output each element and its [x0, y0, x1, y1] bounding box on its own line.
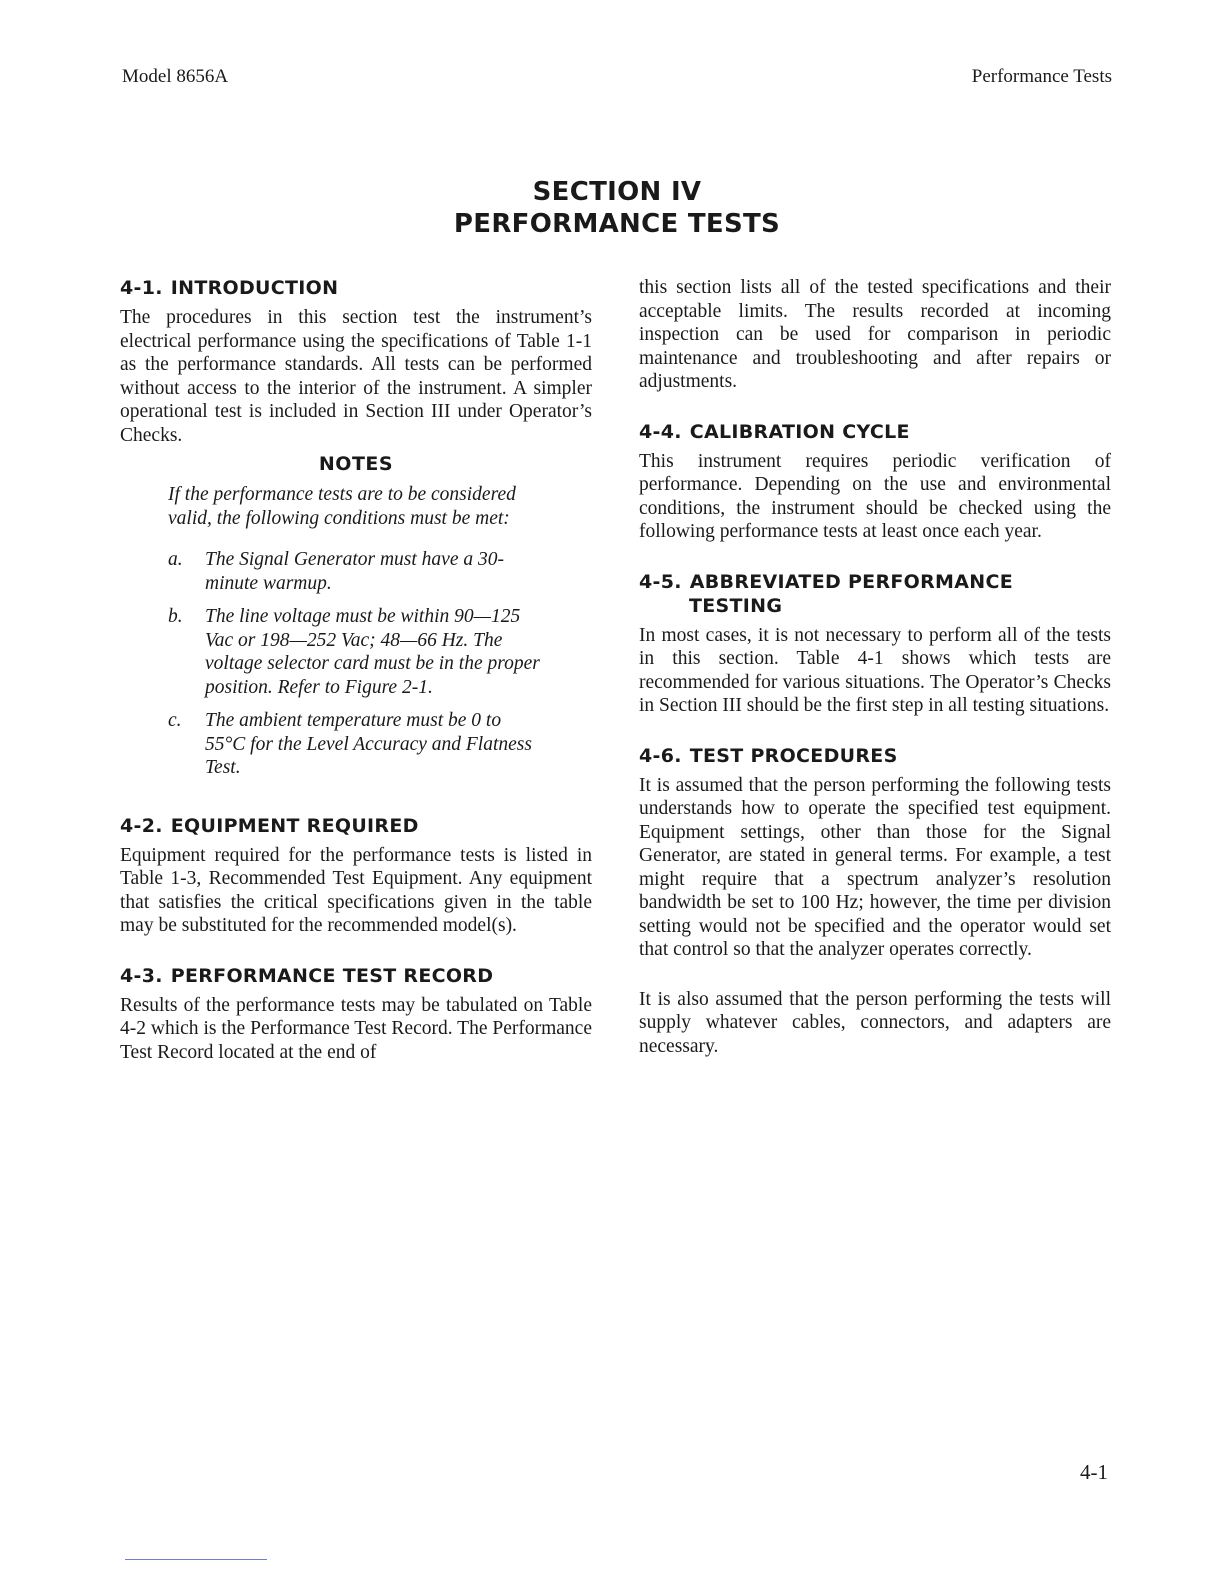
- heading-4-6: [639, 744, 1111, 768]
- heading-text: PERFORMANCE TEST RECORD: [170, 964, 494, 987]
- notes-block: [168, 483, 546, 780]
- paragraph-introduction: The procedures in this section test the instrument’s electrical performance using the specifications of Table 1-1 as the performance standards. All tests can be performed without access to the interior of the instrument. A simpler operational test is included in Section III under Operator’s Checks.: [120, 307, 592, 446]
- section-title-line1: SECTION IV: [532, 177, 702, 207]
- heading-number: 4-3.: [120, 964, 163, 987]
- heading-text: ABBREVIATED PERFORMANCE: [689, 570, 1013, 593]
- heading-4-2: [120, 814, 592, 838]
- page-header: [122, 66, 1112, 92]
- heading-text: TEST PROCEDURES: [689, 744, 898, 767]
- heading-4-4: [639, 420, 1111, 444]
- notes-heading: NOTES: [318, 453, 394, 475]
- heading-4-3: [120, 964, 592, 988]
- heading-number: 4-1.: [120, 277, 163, 299]
- heading-number: 4-4.: [639, 420, 682, 443]
- heading-4-1: [120, 276, 592, 300]
- page-number: 4-1: [1080, 1460, 1108, 1484]
- note-letter: a.: [168, 549, 183, 570]
- section-title-line2: PERFORMANCE TESTS: [453, 209, 781, 239]
- paragraph-abbreviated-testing: In most cases, it is not necessary to perform all of the tests in this section. Table 4-1 shows which tests are recommended for various situations. The Operator’s Checks in Section III should be the first step in all testing situations.: [639, 624, 1111, 716]
- heading-number: 4-5.: [639, 570, 682, 593]
- note-letter: c.: [168, 710, 182, 731]
- note-item: [168, 709, 546, 780]
- heading-text: CALIBRATION CYCLE: [689, 420, 910, 443]
- paragraph-test-procedures-2: It is also assumed that the person performing the tests will supply whatever cables, connectors, and adapters are necessary.: [639, 988, 1111, 1057]
- header-section-name: Performance Tests: [971, 66, 1112, 87]
- paragraph-test-procedures-1: It is assumed that the person performing the following tests understands how to operate the specified test equipment. Equipment settings, other than those for the Signal Generator, are stated in general terms. For example, a test might require that a spectrum analyzer’s resolution bandwidth be set to 100 Hz; however, the time per division setting would not be specified and the operator would set that control so that the analyzer operates correctly.: [639, 774, 1111, 960]
- paragraph-equipment-required: Equipment required for the performance tests is listed in Table 1-3, Recommended Test Equipment. Any equipment that satisfies the critical specifications given in the table may be substituted for the recommended model(s).: [120, 844, 592, 936]
- left-column: [120, 276, 592, 1064]
- paragraph-test-record-continued: this section lists all of the tested specifications and their acceptable limits. The results recorded at incoming inspection can be used for comparison in periodic maintenance and troubleshooting and after repairs or adjustments.: [639, 277, 1111, 392]
- notes-intro: If the performance tests are to be considered valid, the following conditions must be met:: [168, 484, 516, 529]
- heading-number: 4-6.: [639, 744, 682, 767]
- section-title: [0, 176, 1224, 240]
- heading-number: 4-2.: [120, 814, 163, 837]
- note-item: [168, 605, 546, 699]
- heading-text: INTRODUCTION: [170, 277, 339, 299]
- note-letter: b.: [168, 606, 183, 627]
- note-text: The line voltage must be within 90—125 Vac or 198—252 Vac; 48—66 Hz. The voltage selector card must be in the proper position. Refer to Figure 2-1.: [205, 606, 540, 698]
- paragraph-test-record: Results of the performance tests may be tabulated on Table 4-2 which is the Performance Test Record. The Performance Test Record located at the end of: [120, 994, 592, 1063]
- header-model: Model 8656A: [122, 66, 229, 87]
- heading-text-continued: TESTING: [689, 594, 783, 617]
- note-item: [168, 548, 546, 595]
- heading-text: EQUIPMENT REQUIRED: [170, 814, 419, 837]
- paragraph-calibration-cycle: This instrument requires periodic verification of performance. Depending on the use and environmental conditions, the instrument should be checked using the following performance tests at least once each year.: [639, 450, 1111, 542]
- note-text: The Signal Generator must have a 30-minute warmup.: [205, 549, 504, 594]
- heading-4-5: [639, 570, 1111, 618]
- note-text: The ambient temperature must be 0 to 55°C for the Level Accuracy and Flatness Test.: [205, 710, 532, 778]
- footer-rule: [125, 1559, 267, 1560]
- right-column: [639, 276, 1111, 1058]
